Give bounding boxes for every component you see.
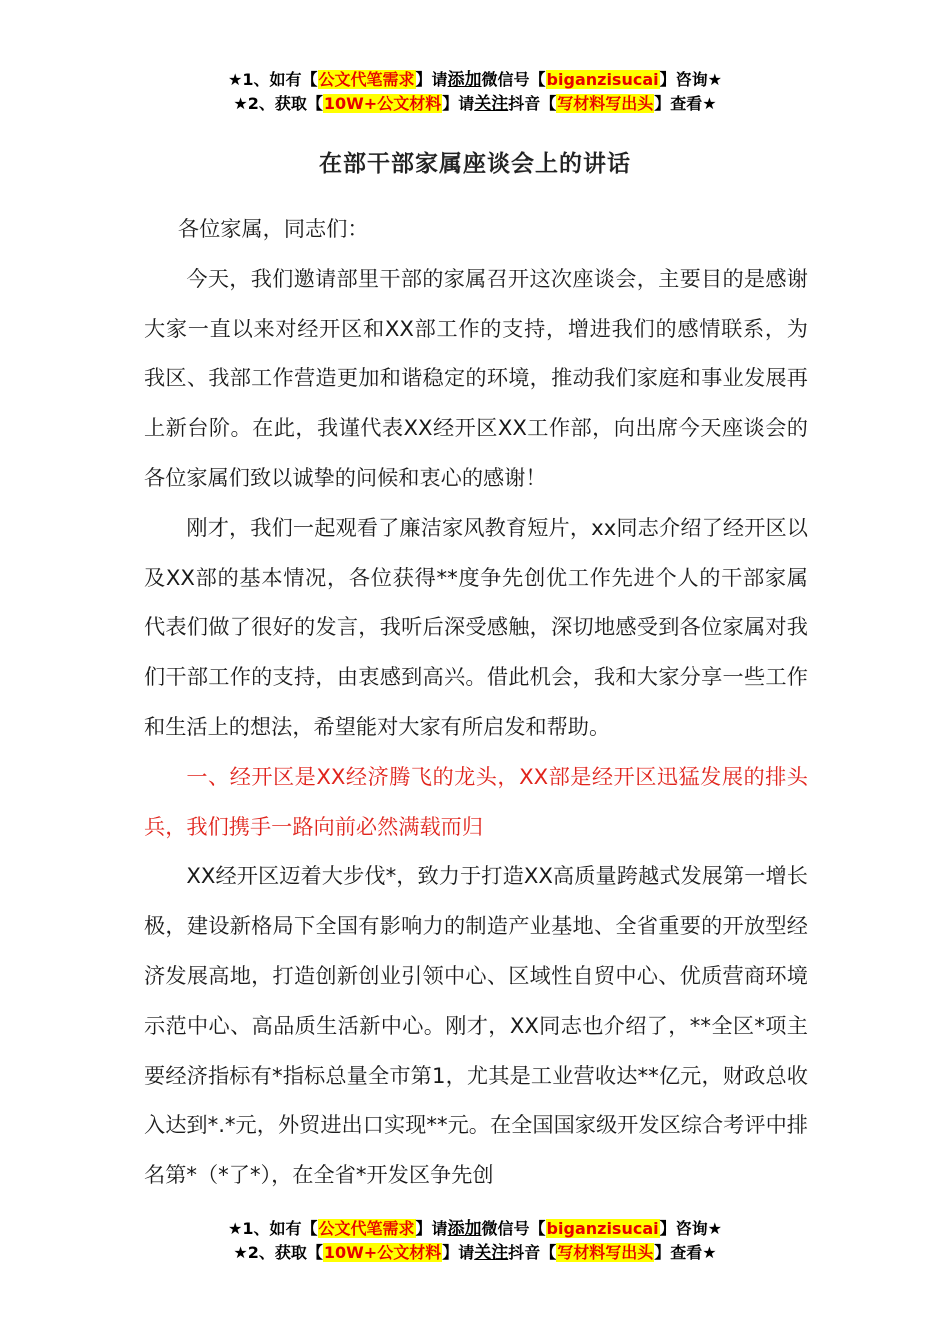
header-text: 抖音【 [508,94,557,113]
footer-text: ★2、获取【 [233,1243,323,1262]
highlight-text: 公文代笔需求 [318,1219,415,1238]
header-text: 】咨询★ [659,70,722,89]
footer-text: 】咨询★ [659,1219,722,1238]
footer-text: 抖音【 [508,1243,557,1262]
highlight-text: 公文代笔需求 [318,70,415,89]
footer-text: 】请 [415,1219,448,1238]
header-line-2 [0,92,950,116]
header-line-1 [0,68,950,92]
paragraph: 刚才，我们一起观看了廉洁家风教育短片，xx同志介绍了经开区以及XX部的基本情况，各位获得**度争先创优工作先进个人的干部家属代表们做了很好的发言，我听后深受感触，深切地感受到各位家属对我们干部工作的支持，由衷感到高兴。借此机会，我和大家分享一些工作和生活上的想法，希望能对大家有所启发和帮助。 [144,514,808,739]
header-text: 】请 [415,70,448,89]
highlight-text: biganzisucai [546,1219,659,1238]
header-text: 】查看★ [654,94,717,113]
emphasis-text: 添加 [447,1219,482,1239]
footer-text: 微信号【 [481,1219,546,1238]
document-body [144,204,808,1200]
greeting: 各位家属，同志们： [177,216,369,241]
footer-text: 】请 [442,1243,475,1262]
highlight-text: 写材料写出头 [557,94,654,113]
footer-text: ★1、如有【 [228,1219,318,1238]
highlight-text: 10W+公文材料 [323,94,442,113]
highlight-text: biganzisucai [546,70,659,89]
header-text: 微信号【 [481,70,546,89]
header-text: ★1、如有【 [228,70,318,89]
header-text: ★2、获取【 [233,94,323,113]
document-title: 在部干部家属座谈会上的讲话 [319,151,631,177]
footer-line-1 [0,1217,950,1241]
footer-text: 】查看★ [654,1243,717,1262]
header-text: 】请 [442,94,475,113]
emphasis-text: 关注 [474,94,509,114]
highlight-text: 写材料写出头 [557,1243,654,1262]
header-banner [0,68,950,116]
highlight-text: 10W+公文材料 [323,1243,442,1262]
footer-banner [0,1217,950,1265]
paragraph: 今天，我们邀请部里干部的家属召开这次座谈会，主要目的是感谢大家一直以来对经开区和XX部工作的支持，增进我们的感情联系，为我区、我部工作营造更加和谐稳定的环境，推动我们家庭和事业发展再上新台阶。在此，我谨代表XX经开区XX工作部，向出席今天座谈会的各位家属们致以诚挚的问候和衷心的感谢！ [144,265,808,490]
emphasis-text: 关注 [474,1243,509,1263]
footer-line-2 [0,1241,950,1265]
section-heading: 一、经开区是XX经济腾飞的龙头，XX部是经开区迅猛发展的排头兵，我们携手一路向前必然满载而归 [144,763,808,839]
paragraph: XX经开区迈着大步伐*，致力于打造XX高质量跨越式发展第一增长极，建设新格局下全国有影响力的制造产业基地、全省重要的开放型经济发展高地，打造创新创业引领中心、区域性自贸中心、优质营商环境示范中心、高品质生活新中心。刚才，XX同志也介绍了，**全区*项主要经济指标有*指标总量全市第1，尤其是工业营收达**亿元，财政总收入达到*.*元，外贸进出口实现**元。在全国国家级开发区综合考评中排名第*（*了*），在全省*开发区争先创 [144,863,808,1188]
emphasis-text: 添加 [447,70,482,90]
